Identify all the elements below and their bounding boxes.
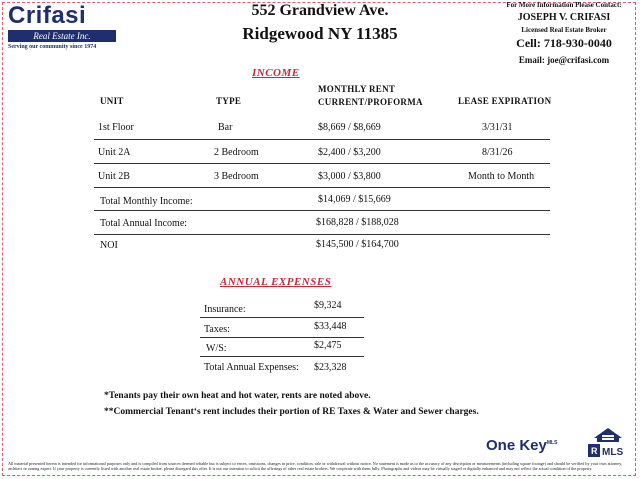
row3-rent: $3,000 / $3,800 (318, 171, 381, 182)
header-lease: LEASE EXPIRATION (458, 96, 552, 106)
contact-name: JOSEPH V. CRIFASI (517, 12, 611, 23)
total-expenses-label: Total Annual Expenses: (204, 362, 299, 373)
contact-title: Licensed Real Estate Broker (521, 26, 607, 34)
contact-email[interactable]: Email: joe@crifasi.com (518, 55, 610, 65)
row1-lease: 3/31/31 (482, 122, 513, 133)
row-divider (94, 234, 550, 235)
row-divider (94, 187, 550, 188)
taxes-label: Taxes: (204, 324, 230, 335)
row1-type: Bar (218, 122, 233, 133)
header-type: TYPE (216, 96, 242, 106)
row-divider (94, 139, 550, 140)
taxes-value: $33,448 (314, 321, 347, 332)
header-rent-line1: MONTHLY RENT (318, 84, 396, 94)
ws-value: $2,475 (314, 340, 342, 351)
row1-rent: $8,669 / $8,669 (318, 122, 381, 133)
equal-housing-mls-icon (588, 426, 628, 458)
onekey-sub: MLS (546, 440, 558, 446)
total-monthly-value: $14,069 / $15,669 (318, 194, 391, 205)
row-divider (200, 317, 364, 318)
row-divider (200, 337, 364, 338)
row3-lease: Month to Month (468, 171, 535, 182)
header-unit: UNIT (100, 96, 124, 106)
total-annual-value: $168,828 / $188,028 (316, 217, 399, 228)
note-heat: *Tenants pay their own heat and hot water, rents are noted above. (104, 391, 371, 401)
row2-lease: 8/31/26 (482, 147, 513, 158)
noi-label: NOI (100, 240, 118, 251)
row-divider (94, 210, 550, 211)
onekey-logo (486, 437, 557, 454)
contact-cell[interactable]: Cell: 718-930-0040 (516, 36, 612, 50)
row3-type: 3 Bedroom (214, 171, 259, 182)
row2-type: 2 Bedroom (214, 147, 259, 158)
total-expenses-value: $23,328 (314, 362, 347, 373)
row2-unit: Unit 2A (98, 147, 131, 158)
total-monthly-label: Total Monthly Income: (100, 196, 193, 207)
mls-text: MLS (602, 447, 624, 458)
income-title: INCOME (252, 67, 300, 79)
address-city: Ridgewood NY 11385 (242, 24, 398, 43)
row-divider (200, 356, 364, 357)
logo-name: Crifasi (8, 2, 87, 29)
row1-unit: 1st Floor (98, 122, 134, 133)
ws-label: W/S: (206, 343, 227, 354)
contact-intro: For More Information Please Contact: (506, 1, 622, 9)
svg-text:R: R (591, 446, 598, 456)
total-annual-label: Total Annual Income: (100, 218, 188, 229)
disclaimer: All material presented herein is intended for informational purposes only and is compiled from sources deemed reliable but is subject to errors, omissions, changes in price, condition, sale or withdrawal without notice. No statement is made as to the accuracy of any description or measurements (including square footage) and should be verified by your own attorney, architect or zoning expert. If your property is currently listed with another real estate broker, please disregard this offer. It is not our intention to solicit the offerings of other real estate brokers. We cooperate with them fully. Photographs and videos may be virtually staged or digitally enhanced and may not reflect the actual condition of the property. (8, 461, 623, 471)
header-rent-line2: CURRENT/PROFORMA (318, 97, 423, 107)
insurance-label: Insurance: (204, 304, 246, 315)
row-divider (94, 163, 550, 164)
onekey-text: One Key (486, 437, 547, 454)
insurance-value: $9,324 (314, 300, 342, 311)
logo-tagline: Serving our community since 1974 (8, 44, 97, 50)
note-commercial: **Commercial Tenant‘s rent includes their portion of RE Taxes & Water and Sewer charges. (104, 407, 479, 417)
noi-value: $145,500 / $164,700 (316, 239, 399, 250)
row3-unit: Unit 2B (98, 171, 130, 182)
row2-rent: $2,400 / $3,200 (318, 147, 381, 158)
logo-subtitle: Real Estate Inc. (8, 30, 116, 42)
address-street: 552 Grandview Ave. (251, 2, 389, 19)
contact-block (494, 1, 634, 65)
expenses-title: ANNUAL EXPENSES (220, 276, 332, 288)
